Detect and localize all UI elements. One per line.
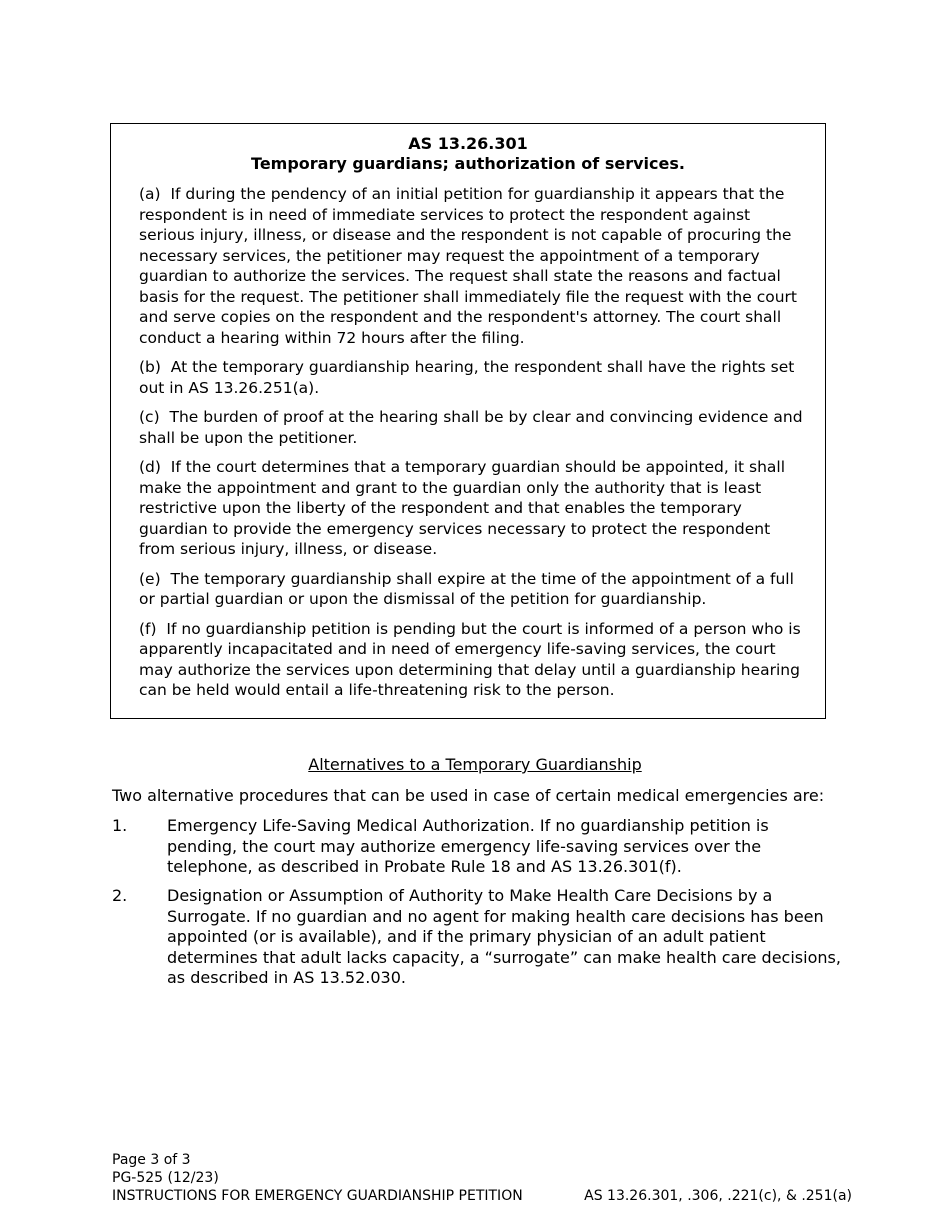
footer-page-number: Page 3 of 3 [112,1152,191,1168]
subsection-e [139,569,807,610]
statute-subtitle: Temporary guardians; authorization of services. [251,154,685,173]
subsection-b [139,357,807,398]
subsection-c [139,407,807,448]
subsection-d [139,457,807,560]
subsection-letter: (c) [139,408,160,426]
item-text: Emergency Life-Saving Medical Authorization. If no guardianship petition is pending, the court may authorize emergency life-saving services over the telephone, as described in Probate Rule 18 and AS 13.26.301(f). [167,816,769,876]
subsection-text: If the court determines that a temporary guardian should be appointed, it shall make the appointment and grant to the guardian only the authority that is least restrictive upon the liberty of the respondent and that enables the temporary guardian to provide the emergency services necessary to protect the respondent from serious injury, illness, or disease. [139,458,786,558]
subsection-text: If no guardianship petition is pending but the court is informed of a person who is apparently incapacitated and in need of emergency life-saving services, the court may authorize the services upon determining that delay until a guardianship hearing can be held would entail a life-threatening risk to the person. [139,619,801,699]
statute-title: AS 13.26.301 [408,134,528,153]
subsection-text: If during the pendency of an initial petition for guardianship it appears that the respondent is in need of immediate services to protect the respondent against serious injury, illness, or disease and the respondent is not capable of procuring the necessary services, the petitioner may request the appointment of a temporary guardian to authorize the services. The request shall state the reasons and factual basis for the request. The petitioner shall immediately file the request with the court and serve copies on the respondent and the respondent's attorney. The court shall conduct a hearing within 72 hours after the filing. [139,185,797,347]
footer-form-title: INSTRUCTIONS FOR EMERGENCY GUARDIANSHIP PETITION [112,1188,523,1204]
alternative-item [112,886,842,989]
subsection-text: The burden of proof at the hearing shall be by clear and convincing evidence and shall be upon the petitioner. [139,408,803,447]
item-text: Designation or Assumption of Authority to Make Health Care Decisions by a Surrogate. If no guardian and no agent for making health care decisions has been appointed (or is available), and if the primary physician of an adult patient determines that adult lacks capacity, a “surrogate” can make health care decisions, as described in AS 13.52.030. [167,886,841,987]
statute-box [110,123,826,719]
subsection-text: At the temporary guardianship hearing, the respondent shall have the rights set out in AS 13.26.251(a). [139,358,795,397]
item-number: 2. [112,886,128,905]
subsection-letter: (f) [139,619,157,638]
subsection-text: The temporary guardianship shall expire at the time of the appointment of a full or partial guardian or upon the dismissal of the petition for guardianship. [139,569,794,608]
alternatives-heading: Alternatives to a Temporary Guardianship [308,755,642,774]
statute-subsections [139,184,807,710]
footer-form-number: PG-525 (12/23) [112,1170,219,1186]
subsection-letter: (d) [139,458,161,476]
subsection-a [139,184,807,348]
subsection-letter: (e) [139,569,161,588]
page-footer [112,1151,852,1205]
subsection-letter: (a) [139,185,161,203]
alternatives-intro: Two alternative procedures that can be used in case of certain medical emergencies are: [112,786,825,805]
subsection-letter: (b) [139,358,161,376]
alternative-item [112,816,842,878]
item-number: 1. [112,816,128,835]
footer-bottom-row [112,1187,852,1205]
footer-statutes: AS 13.26.301, .306, .221(c), & .251(a) [584,1188,852,1204]
subsection-f [139,619,807,701]
